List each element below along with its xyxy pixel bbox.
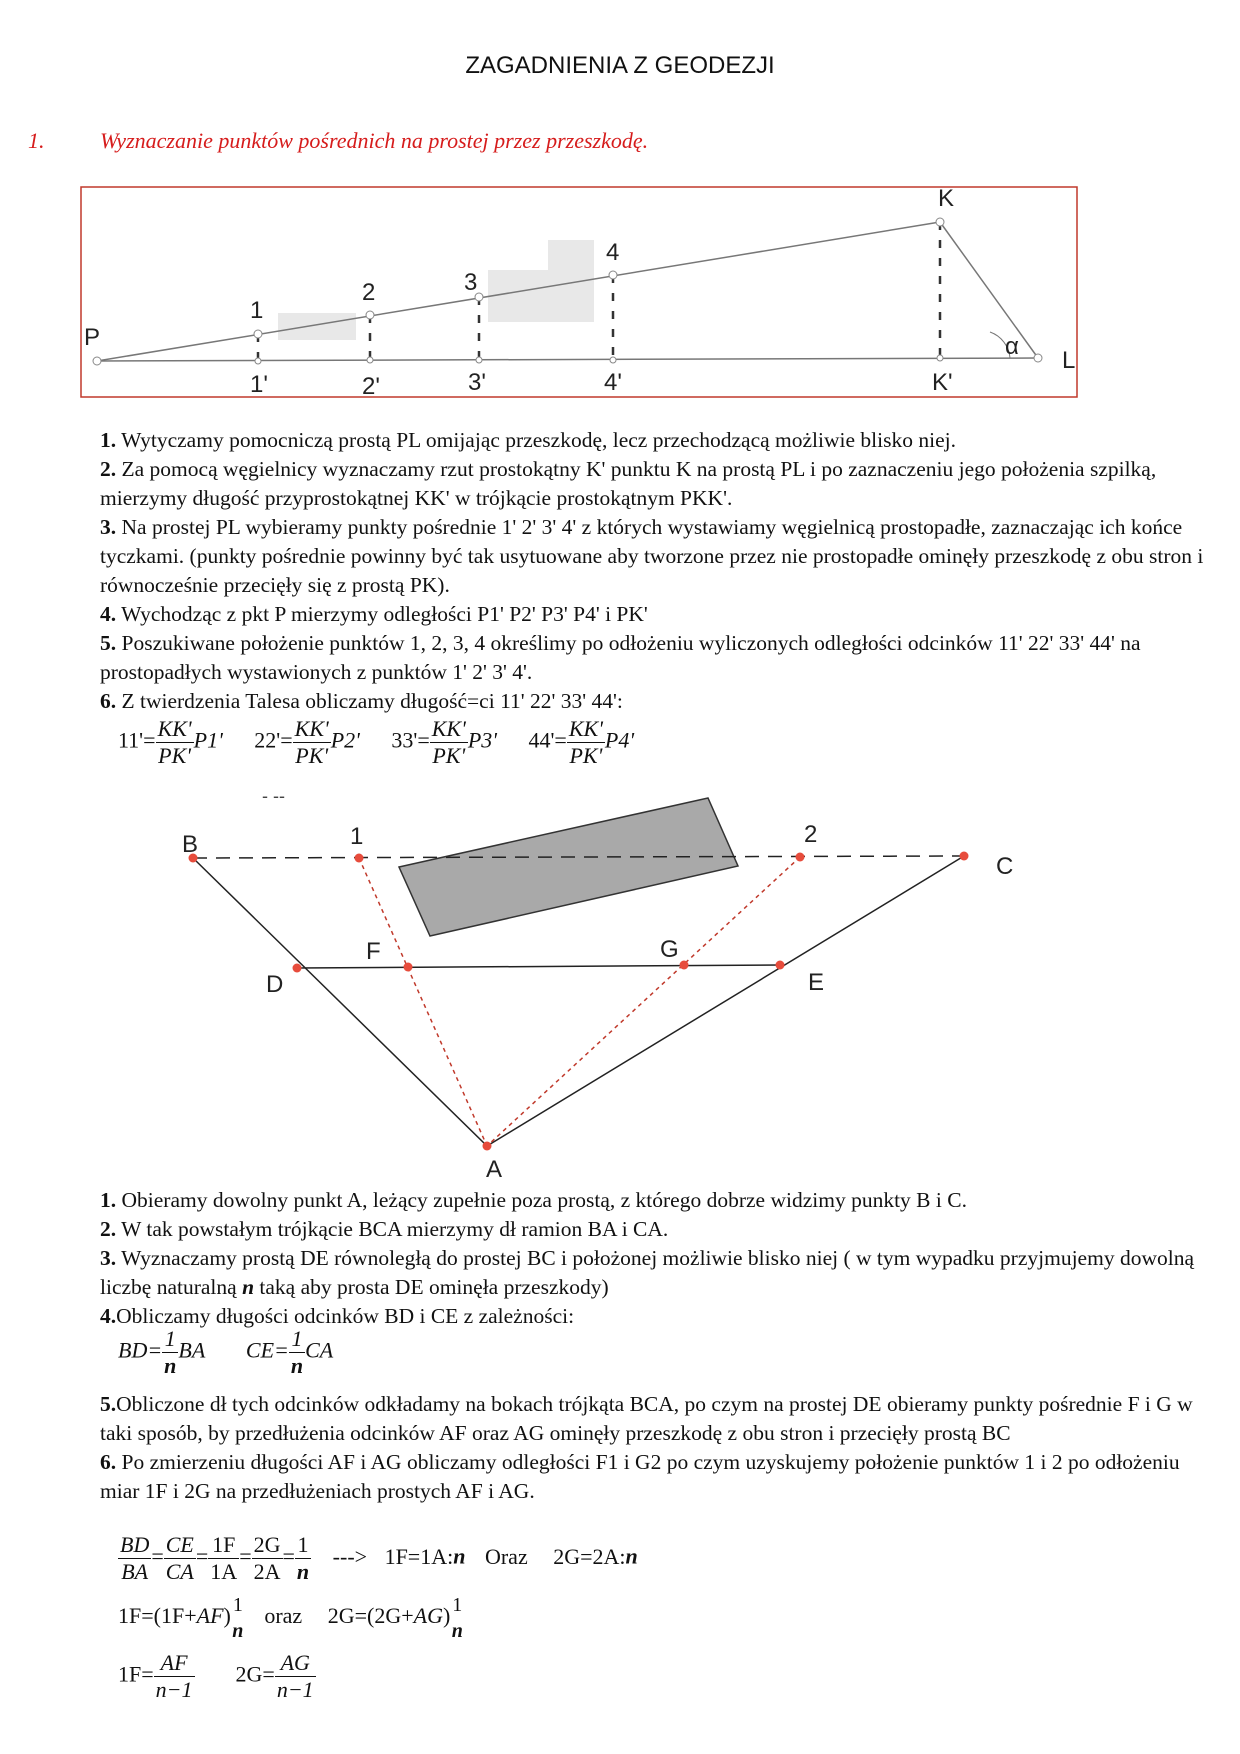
- obstacle-small: [278, 313, 356, 340]
- section-heading: Wyznaczanie punktów pośrednich na prostej przez przeszkodę.: [100, 128, 649, 153]
- formula-22: 22'= $\frac{KK'}{PK'}$ P2': [254, 716, 360, 768]
- label-D: D: [266, 971, 284, 998]
- step-3: 3. Na prostej PL wybieramy punkty pośrednie 1' 2' 3' 4' z których wystawiamy węgielnicą prostopadłe, zaznaczając ich końce tyczkami. (punkty pośrednie powinny być tak usytuowane aby tworzone przez nie prostopadłe ominęły przeszkodę z obu stron i równocześnie przecięły się z prostą PK).: [100, 515, 1204, 597]
- label-3p: 3': [468, 369, 486, 396]
- step-2: 2. Za pomocą węgielnicy wyznaczamy rzut prostokątny K' punktu K na prostą PL i po zaznaczeniu jego położenia szpilką, mierzymy długość przyprostokątnej KK' w trójkącie prostokątnym PKK'.: [100, 457, 1157, 510]
- step-4: 4. Wychodząc z pkt P mierzymy odległości P1' P2' P3' P4' i PK': [100, 602, 648, 626]
- label-1: 1: [250, 297, 264, 324]
- step-1: 1. Wytyczamy pomocniczą prostą PL omijając przeszkodę, lecz przechodzącą możliwie blisko niej.: [100, 428, 956, 452]
- label-Kp: K': [932, 369, 953, 396]
- step-5: 5. Poszukiwane położenie punktów 1, 2, 3, 4 określimy po odłożeniu wyliczonych odległości odcinków 11' 22' 33' 44' na prostopadłych wystawionych z punktów 1' 2' 3' 4'.: [100, 631, 1141, 684]
- formula-final: 1F= $\frac{AF}{n-1}$ 2G= $\frac{AG}{n-1}$: [118, 1650, 314, 1702]
- line-PK: [97, 222, 940, 361]
- step2-5: 5.Obliczone dł tych odcinków odkładamy na bokach trójkąta BCA, po czym na prostej DE obieramy punkty pośrednie F i G w taki sposób, by przedłużenia odcinków AF oraz AG ominęły przeszkodę z obu stron i przecięły prostą BC: [100, 1392, 1193, 1445]
- step2-2: 2. W tak powstałym trójkącie BCA mierzymy dł ramion BA i CA.: [100, 1217, 669, 1241]
- label-2: 2: [804, 821, 818, 848]
- label-F: F: [366, 938, 381, 965]
- label-1: 1: [350, 823, 364, 850]
- label-alpha: α: [1005, 333, 1019, 360]
- line-DE: [297, 965, 780, 968]
- formula-44: 44'= $\frac{KK'}{PK'}$ P4': [528, 716, 635, 768]
- label-3: 3: [464, 269, 478, 296]
- formula-33: 33'= $\frac{KK'}{PK'}$ P3': [391, 716, 497, 768]
- formula-oraz: 1F=(1F+AF) 1 n oraz 2G=(2G+AG) 1 n: [118, 1594, 463, 1642]
- line-KL: [940, 222, 1038, 358]
- formula-11: 11'= $\frac{KK'}{PK'}$ P1': [118, 716, 223, 768]
- label-4: 4: [606, 239, 620, 266]
- label-E: E: [808, 969, 825, 996]
- obstacle: [399, 798, 738, 936]
- perpendiculars: [258, 222, 940, 361]
- step2-4: 4.Obliczamy długości odcinków BD i CE z zależności:: [100, 1304, 575, 1328]
- label-2: 2: [362, 279, 376, 306]
- page-title: ZAGADNIENIA Z GEODEZJI: [465, 52, 775, 79]
- label-G: G: [660, 936, 679, 963]
- steps-section-1: [100, 426, 1210, 716]
- step-6: 6. Z twierdzenia Talesa obliczamy długość=ci 11' 22' 33' 44':: [100, 689, 623, 713]
- label-A: A: [486, 1156, 503, 1183]
- section-number: 1.: [28, 128, 45, 153]
- formulas-thales: [118, 716, 1018, 769]
- stray-dash: - --: [262, 786, 285, 806]
- label-P: P: [84, 324, 101, 351]
- label-K: K: [938, 185, 955, 212]
- formula-ratio: $\frac{BD}{BA}$ = $\frac{CE}{CA}$ = $\frac{1F}{1A}$ = $\frac{2G}{2A}$ = $\frac{1}{n}$ ---> 1F=1A:n Oraz 2G=2A:n: [120, 1532, 638, 1584]
- formula-bd-ce: BD= $\frac{1}{n}$ BA CE= $\frac{1}{n}$ CA: [118, 1326, 334, 1378]
- line-PL: [97, 358, 1038, 361]
- diagram-obstacle-line: [0, 0, 1240, 420]
- diagram-triangle: [0, 780, 1240, 1190]
- step2-3: 3. Wyznaczamy prostą DE równoległą do prostej BC i położonej możliwie blisko niej ( w tym wypadku przyjmujemy dowolną liczbę naturalną n taką aby prosta DE ominęła przeszkody): [100, 1246, 1194, 1299]
- label-L: L: [1062, 347, 1076, 374]
- step2-1: 1. Obieramy dowolny punkt A, leżący zupełnie poza prostą, z którego dobrze widzimy punkty B i C.: [100, 1188, 967, 1212]
- label-1p: 1': [250, 371, 268, 398]
- label-C: C: [996, 853, 1014, 880]
- step2-6: 6. Po zmierzeniu długości AF i AG obliczamy odległości F1 i G2 po czym uzyskujemy położenie punktów 1 i 2 po odłożeniu miar 1F i 2G na przedłużeniach prostych AF i AG.: [100, 1450, 1180, 1503]
- steps-section-2b: [100, 1390, 1210, 1506]
- label-4p: 4': [604, 369, 622, 396]
- label-2p: 2': [362, 373, 380, 400]
- label-B: B: [182, 831, 199, 858]
- steps-section-2: [100, 1186, 1210, 1331]
